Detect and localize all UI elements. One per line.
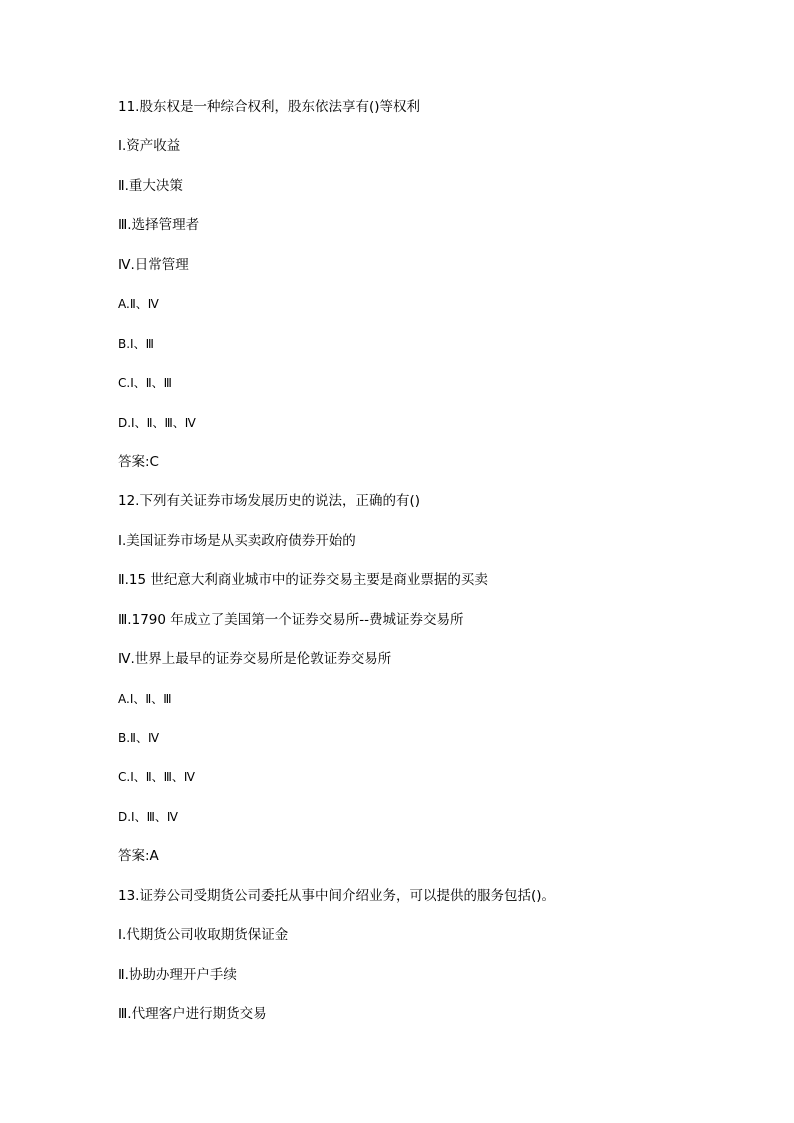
statement-text: Ⅱ.15 世纪意大利商业城市中的证券交易主要是商业票据的买卖 <box>118 572 488 589</box>
statement-text: Ⅱ.协助办理开户手续 <box>118 966 237 983</box>
question-text: 12.下列有关证券市场发展历史的说法，正确的有() <box>118 493 421 510</box>
question-text: 11.股东权是一种综合权利，股东依法享有()等权利 <box>118 99 421 115</box>
statement-text: Ⅲ.代理客户进行期货交易 <box>118 1006 267 1023</box>
question-12-option-b <box>118 729 678 768</box>
document-content <box>118 98 678 1045</box>
question-11-option-a <box>118 295 678 334</box>
question-12-statement-3 <box>118 611 678 650</box>
question-12-title <box>118 492 678 531</box>
option-text: C.Ⅰ、Ⅱ、Ⅲ、Ⅳ <box>118 770 195 785</box>
option-text: D.Ⅰ、Ⅱ、Ⅲ、Ⅳ <box>118 415 196 430</box>
statement-text: Ⅰ.美国证券市场是从买卖政府债券开始的 <box>118 532 356 549</box>
question-11-statement-4 <box>118 256 678 295</box>
statement-text: Ⅰ.代期货公司收取期货保证金 <box>118 927 289 944</box>
statement-text: Ⅲ.1790 年成立了美国第一个证券交易所--费城证券交易所 <box>118 611 464 628</box>
question-12-answer <box>118 847 678 886</box>
question-11-statement-2 <box>118 177 678 216</box>
statement-text: Ⅳ.日常管理 <box>118 256 189 273</box>
question-11-title <box>118 98 678 137</box>
option-text: B.Ⅰ、Ⅲ <box>118 336 154 351</box>
question-11-statement-3 <box>118 216 678 255</box>
option-text: C.Ⅰ、Ⅱ、Ⅲ <box>118 376 172 391</box>
option-text: D.Ⅰ、Ⅲ、Ⅳ <box>118 809 178 824</box>
question-13-statement-3 <box>118 1005 678 1044</box>
question-11-answer <box>118 453 678 492</box>
statement-text: Ⅰ.资产收益 <box>118 138 181 155</box>
statement-text: Ⅳ.世界上最早的证券交易所是伦敦证券交易所 <box>118 651 392 668</box>
question-11-option-d <box>118 414 678 453</box>
answer-text: 答案:C <box>118 453 159 470</box>
option-text: A.Ⅱ、Ⅳ <box>118 297 159 312</box>
question-12-option-d <box>118 808 678 847</box>
question-12-statement-2 <box>118 571 678 610</box>
question-11-statement-1 <box>118 137 678 176</box>
question-13-title <box>118 887 678 926</box>
question-11-option-b <box>118 335 678 374</box>
question-12-statement-4 <box>118 650 678 689</box>
statement-text: Ⅱ.重大决策 <box>118 177 183 194</box>
option-text: A.Ⅰ、Ⅱ、Ⅲ <box>118 691 172 706</box>
question-13-statement-1 <box>118 926 678 965</box>
question-12-statement-1 <box>118 532 678 571</box>
statement-text: Ⅲ.选择管理者 <box>118 217 200 234</box>
question-12-option-a <box>118 690 678 729</box>
question-11-option-c <box>118 374 678 413</box>
question-text: 13.证券公司受期货公司委托从事中间介绍业务，可以提供的服务包括()。 <box>118 887 556 904</box>
question-13-statement-2 <box>118 966 678 1005</box>
answer-text: 答案:A <box>118 848 159 865</box>
option-text: B.Ⅱ、Ⅳ <box>118 731 160 745</box>
question-12-option-c <box>118 768 678 807</box>
